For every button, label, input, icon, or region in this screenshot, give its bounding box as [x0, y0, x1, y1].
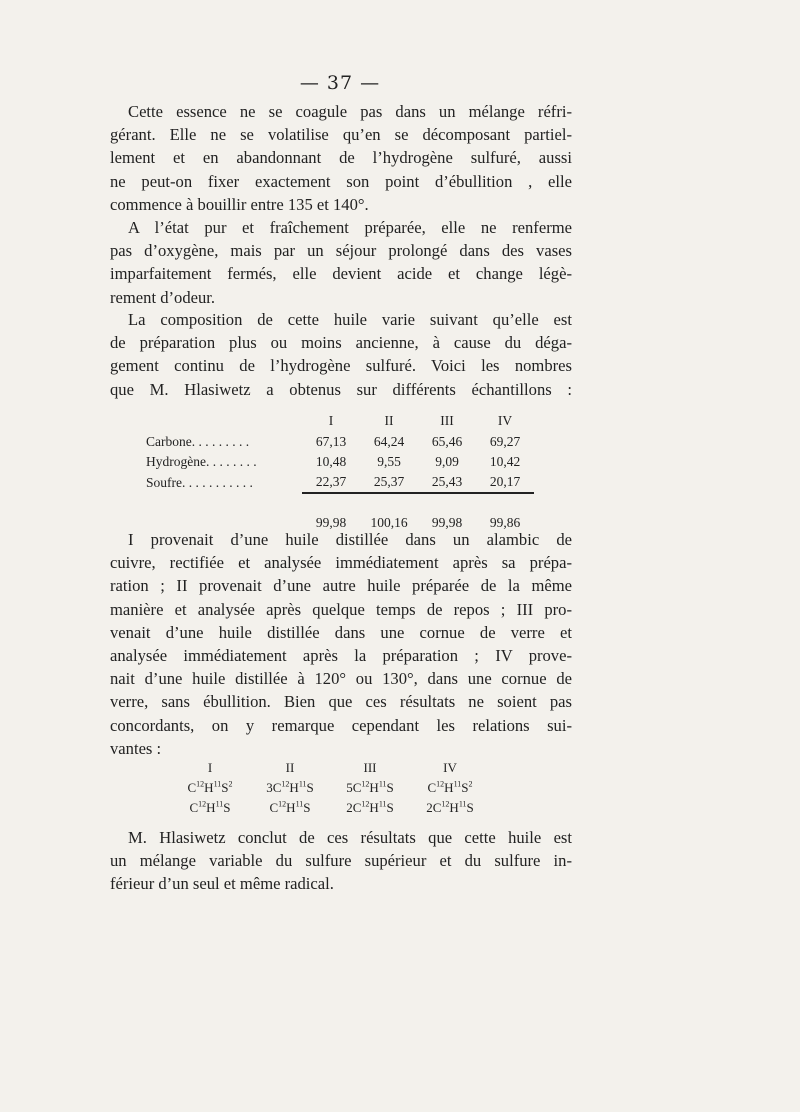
table-cell: 9,55 [377, 454, 401, 469]
text-line: manière et analysée après quelque temps de repos ; III pro- [110, 599, 572, 619]
text-line: A l’état pur et fraîchement préparée, elle ne renferme [128, 218, 572, 237]
column-header: III [440, 413, 454, 428]
text-line: gement continu de l’hydrogène sulfuré. Voici les nombres [110, 356, 572, 376]
page-number: — 37 — [299, 72, 381, 94]
table-header-row [146, 410, 534, 432]
divider [302, 493, 360, 513]
text-line: imparfaitement fermés, elle devient acide et change légè- [110, 264, 572, 284]
table-cell: 10,42 [489, 454, 521, 469]
paragraph-3 [110, 308, 572, 401]
chemical-formula: $C^{12}H^{11}S^2$ [427, 779, 473, 795]
text-line: lement et en abandonnant de l’hydrogène sulfuré, aussi [110, 148, 572, 168]
total-cell: 100,16 [370, 515, 408, 530]
row-label: Hydrogène. . . . . . . . [146, 454, 257, 469]
table-cell: 67,13 [315, 434, 347, 449]
chemical-formula: $C^{12}H^{11}S$ [189, 799, 231, 815]
text-line: vantes : [110, 738, 162, 758]
chemical-formula: $C^{12}H^{11}S^2$ [187, 779, 233, 795]
table-cell: 65,46 [431, 434, 463, 449]
table-cell: 9,09 [435, 454, 459, 469]
text-line: La composition de cette huile varie suivant qu’elle est [128, 310, 572, 329]
text-line: M. Hlasiwetz conclut de ces résultats que cette huile est [128, 828, 572, 847]
text-line: ne peut-on fixer exactement son point d’ébullition , elle [110, 171, 572, 191]
table-cell: 25,37 [373, 474, 405, 489]
text-line: nait d’une huile distillée à 120° ou 130°, dans une cornue de [110, 669, 572, 689]
table-row [146, 472, 534, 493]
divider [418, 493, 476, 513]
column-header: I [328, 413, 334, 428]
paragraph-5 [110, 826, 572, 896]
formula-table [170, 758, 490, 818]
column-header: III [363, 760, 377, 775]
total-cell: 99,98 [315, 515, 347, 530]
formula-header-row [170, 758, 490, 778]
table-cell: 69,27 [489, 434, 521, 449]
text-line: cuivre, rectifiée et analysée immédiatement après sa prépa- [110, 553, 572, 573]
text-line: ration ; II provenait d’une autre huile préparée de la même [110, 576, 572, 596]
text-line: rement d’odeur. [110, 287, 216, 307]
text-line: concordants, on y remarque cependant les relations sui- [110, 715, 572, 735]
chemical-formula: $2C^{12}H^{11}S$ [346, 799, 394, 815]
column-header: I [207, 760, 213, 775]
text-line: venait d’une huile distillée dans une cornue de verre et [110, 622, 572, 642]
table-row [146, 452, 534, 472]
total-cell: 99,98 [431, 515, 463, 530]
column-header: II [384, 413, 394, 428]
text-line: verre, sans ébullition. Bien que ces résultats ne soient pas [110, 692, 572, 712]
text-line: férieur d’un seul et même radical. [110, 874, 334, 894]
text-line: un mélange variable du sulfure supérieur et du sulfure in- [110, 851, 572, 871]
divider [360, 493, 418, 513]
table-row [146, 432, 534, 452]
text-line: pas d’oxygène, mais par un séjour prolongé dans des vases [110, 241, 572, 261]
chemical-formula: $2C^{12}H^{11}S$ [426, 799, 474, 815]
column-header: II [285, 760, 295, 775]
chemical-formula: $C^{12}H^{11}S$ [269, 799, 311, 815]
paragraph-1 [110, 100, 572, 216]
chemical-formula: $5C^{12}H^{11}S$ [346, 779, 394, 795]
formula-row [170, 778, 490, 798]
table-cell: 64,24 [373, 434, 405, 449]
row-label: Soufre. . . . . . . . . . . [146, 474, 253, 490]
text-line: analysée immédiatement après la préparation ; IV prove- [110, 646, 572, 666]
text-line: que M. Hlasiwetz a obtenus sur différents échantillons : [110, 379, 572, 399]
divider [476, 493, 534, 513]
text-line: gérant. Elle ne se volatilise qu’en se décomposant partiel- [110, 125, 572, 145]
analysis-table [146, 410, 534, 533]
text-line: Cette essence ne se coagule pas dans un mélange réfri- [128, 102, 572, 121]
column-header: IV [497, 413, 513, 428]
text-line: I provenait d’une huile distillée dans un alambic de [128, 530, 572, 549]
text-line: de préparation plus ou moins ancienne, à cause du déga- [110, 333, 572, 353]
table-cell: 10,48 [315, 454, 347, 469]
paragraph-2 [110, 216, 572, 309]
formula-row [170, 798, 490, 818]
table-cell: 20,17 [489, 474, 521, 489]
column-header: IV [443, 760, 457, 775]
table-cell: 22,37 [315, 474, 347, 489]
chemical-formula: $3C^{12}H^{11}S$ [266, 779, 314, 795]
text-line: commence à bouillir entre 135 et 140°. [110, 194, 369, 214]
sum-rule [146, 493, 534, 513]
row-label: Carbone. . . . . . . . . [146, 434, 250, 449]
paragraph-4 [110, 528, 572, 760]
total-cell: 99,86 [489, 515, 521, 530]
table-cell: 25,43 [431, 474, 463, 489]
